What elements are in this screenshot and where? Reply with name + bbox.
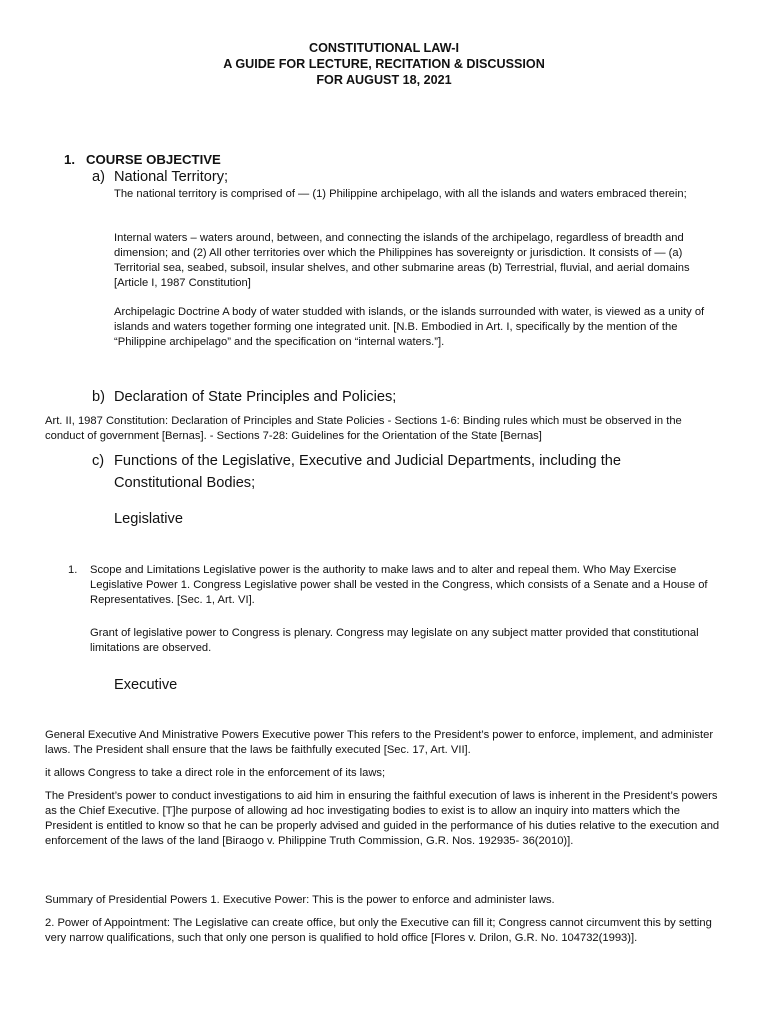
subsection-c-title: Functions of the Legislative, Executive and Judicial Departments, including the Constitutional Bodies; (114, 453, 622, 491)
subsection-a-label: a) (92, 169, 105, 185)
executive-investigation-paragraph: The President’s power to conduct investigations to aid him in ensuring the faithful execution of laws is inherent in the President’s powers as the Chief Executive. [T]he purpose of allowing ad hoc investigating bodies to exist is to allow an inquiry into matters which the President is entitled to know so that he can be properly advised and guided in the performance of his duties relative to the execution and enforcement of the laws of the land [Biraogo v. Philippine Truth Commission, G.R. Nos. 192935- 36(2010)]. (45, 790, 720, 847)
subsection-c-label: c) (92, 453, 105, 469)
subsection-b-title: Declaration of State Principles and Policies; (114, 389, 397, 405)
power-of-appointment-paragraph: 2. Power of Appointment: The Legislative can create office, but only the Executive can fill it; Congress cannot circumvent this by setting very narrow qualifications, such that only one person is qualified to hold office [Flores v. Drilon, G.R. No. 104732(1993)]. (45, 917, 712, 944)
executive-congress-paragraph: it allows Congress to take a direct role in the enforcement of its laws; (45, 767, 386, 779)
declaration-paragraph: Art. II, 1987 Constitution: Declaration of Principles and State Policies - Sections 1-6: Binding rules which must be observed in the conduct of government [Bernas]. - Sections 7-28: Guidelines for the Orientation of the State [Bernas] (45, 415, 682, 442)
subsection-a-title: National Territory; (114, 169, 229, 185)
doc-title-line-2: A GUIDE FOR LECTURE, RECITATION & DISCUSSION (223, 57, 545, 71)
doc-title-line-1: CONSTITUTIONAL LAW-I (309, 41, 459, 55)
legislative-scope-paragraph: Scope and Limitations Legislative power is the authority to make laws and to alter and repeal them. Who May Exercise Legislative Power 1. Congress Legislative power shall be vested in the Congress, which consists of a Senate and a House of Representatives. [Sec. 1, Art. VI]. (90, 564, 708, 606)
section-number: 1. (64, 152, 75, 167)
internal-waters-paragraph: Internal waters – waters around, between, and connecting the islands of the archipelago, regardless of breadth and dimension; and (2) All other territories over which the Philippines has sovereignty or jurisdiction. It consists of — (a) Territorial sea, seabed, subsoil, insular shelves, and other submarine areas (b) Terrestrial, fluvial, and aerial domains [Article I, 1987 Constitution] (114, 232, 690, 289)
subsection-b-label: b) (92, 389, 105, 405)
executive-heading: Executive (114, 677, 178, 693)
archipelagic-doctrine-paragraph: Archipelagic Doctrine A body of water studded with islands, or the islands surrounded with water, is viewed as a unity of islands and waters together forming one integrated unit. [N.B. Embodied in Art. I, specifically by the mention of the “Philippine archipelago” and the specification on “internal waters.”]. (114, 306, 705, 348)
legislative-item-number: 1. (68, 564, 78, 576)
presidential-powers-summary: Summary of Presidential Powers 1. Executive Power: This is the power to enforce and administer laws. (45, 894, 555, 906)
legislative-heading: Legislative (114, 511, 183, 527)
section-title: COURSE OBJECTIVE (86, 152, 221, 167)
doc-title-line-3: FOR AUGUST 18, 2021 (316, 73, 452, 87)
legislative-plenary-paragraph: Grant of legislative power to Congress is plenary. Congress may legislate on any subject matter provided that constitutional limitations are observed. (90, 627, 699, 654)
national-territory-paragraph: The national territory is comprised of — (1) Philippine archipelago, with all the islands and waters embraced therein; (114, 188, 687, 200)
executive-powers-paragraph: General Executive And Ministrative Powers Executive power This refers to the President’s power to enforce, implement, and administer laws. The President shall ensure that the laws be faithfully executed [Sec. 17, Art. VII]. (45, 729, 714, 756)
